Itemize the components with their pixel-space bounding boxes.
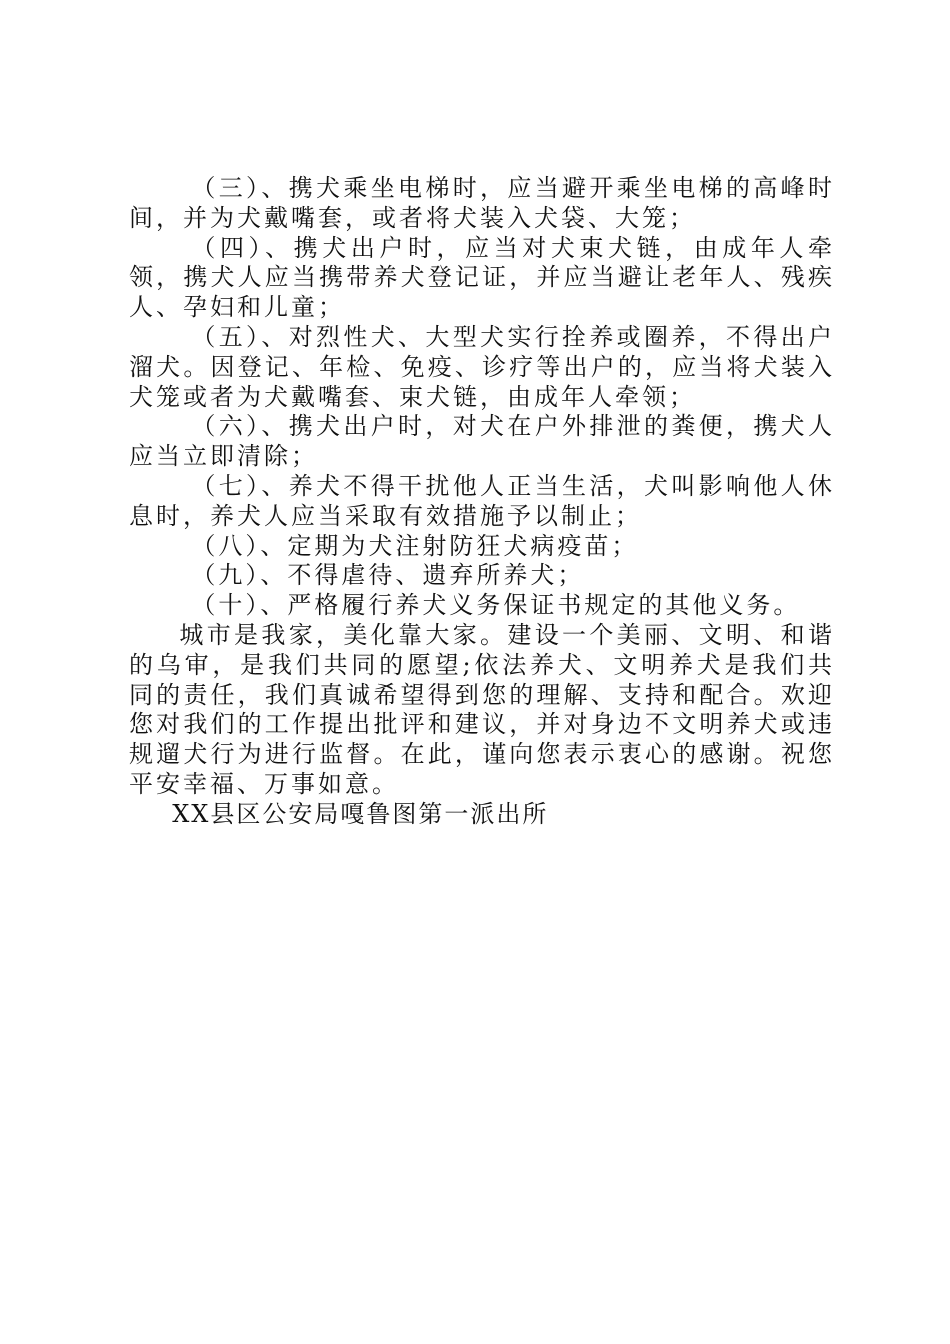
paragraph-item-3: （三）、携犬乘坐电梯时，应当避开乘坐电梯的高峰时间，并为犬戴嘴套，或者将犬装入犬袋、大笼； [129, 174, 835, 232]
paragraph-item-6: （六）、携犬出户时，对犬在户外排泄的粪便，携犬人应当立即清除； [129, 412, 835, 471]
paragraph-item-9: （九）、不得虐待、遗弃所养犬； [191, 561, 585, 590]
closing-paragraph: 城市是我家，美化靠大家。建设一个美丽、文明、和谐的乌审，是我们共同的愿望;依法养犬、文明养犬是我们共同的责任，我们真诚希望得到您的理解、支持和配合。欢迎您对我们的工作提出批评和建议，并对身边不文明养犬或违规遛犬行为进行监督。在此，谨向您表示衷心的感谢。祝您平安幸福、万事如意。 [129, 620, 835, 798]
document-body [129, 174, 835, 830]
paragraph-item-4: （四）、携犬出户时，应当对犬束犬链，由成年人牵领，携犬人应当携带养犬登记证，并应当避让老年人、残疾人、孕妇和儿童； [129, 233, 835, 322]
paragraph-item-5: （五）、对烈性犬、大型犬实行拴养或圈养，不得出户溜犬。因登记、年检、免疫、诊疗等出户的，应当将犬装入犬笼或者为犬戴嘴套、束犬链，由成年人牵领； [129, 322, 835, 411]
paragraph-item-10: （十）、严格履行养犬义务保证书规定的其他义务。 [191, 591, 801, 620]
paragraph-item-8: （八）、定期为犬注射防狂犬病疫苗； [191, 531, 639, 560]
paragraph-item-7: （七）、养犬不得干扰他人正当生活，犬叫影响他人休息时，养犬人应当采取有效措施予以制止； [129, 471, 835, 530]
signature-line: XX县区公安局嘎鲁图第一派出所 [172, 799, 549, 828]
